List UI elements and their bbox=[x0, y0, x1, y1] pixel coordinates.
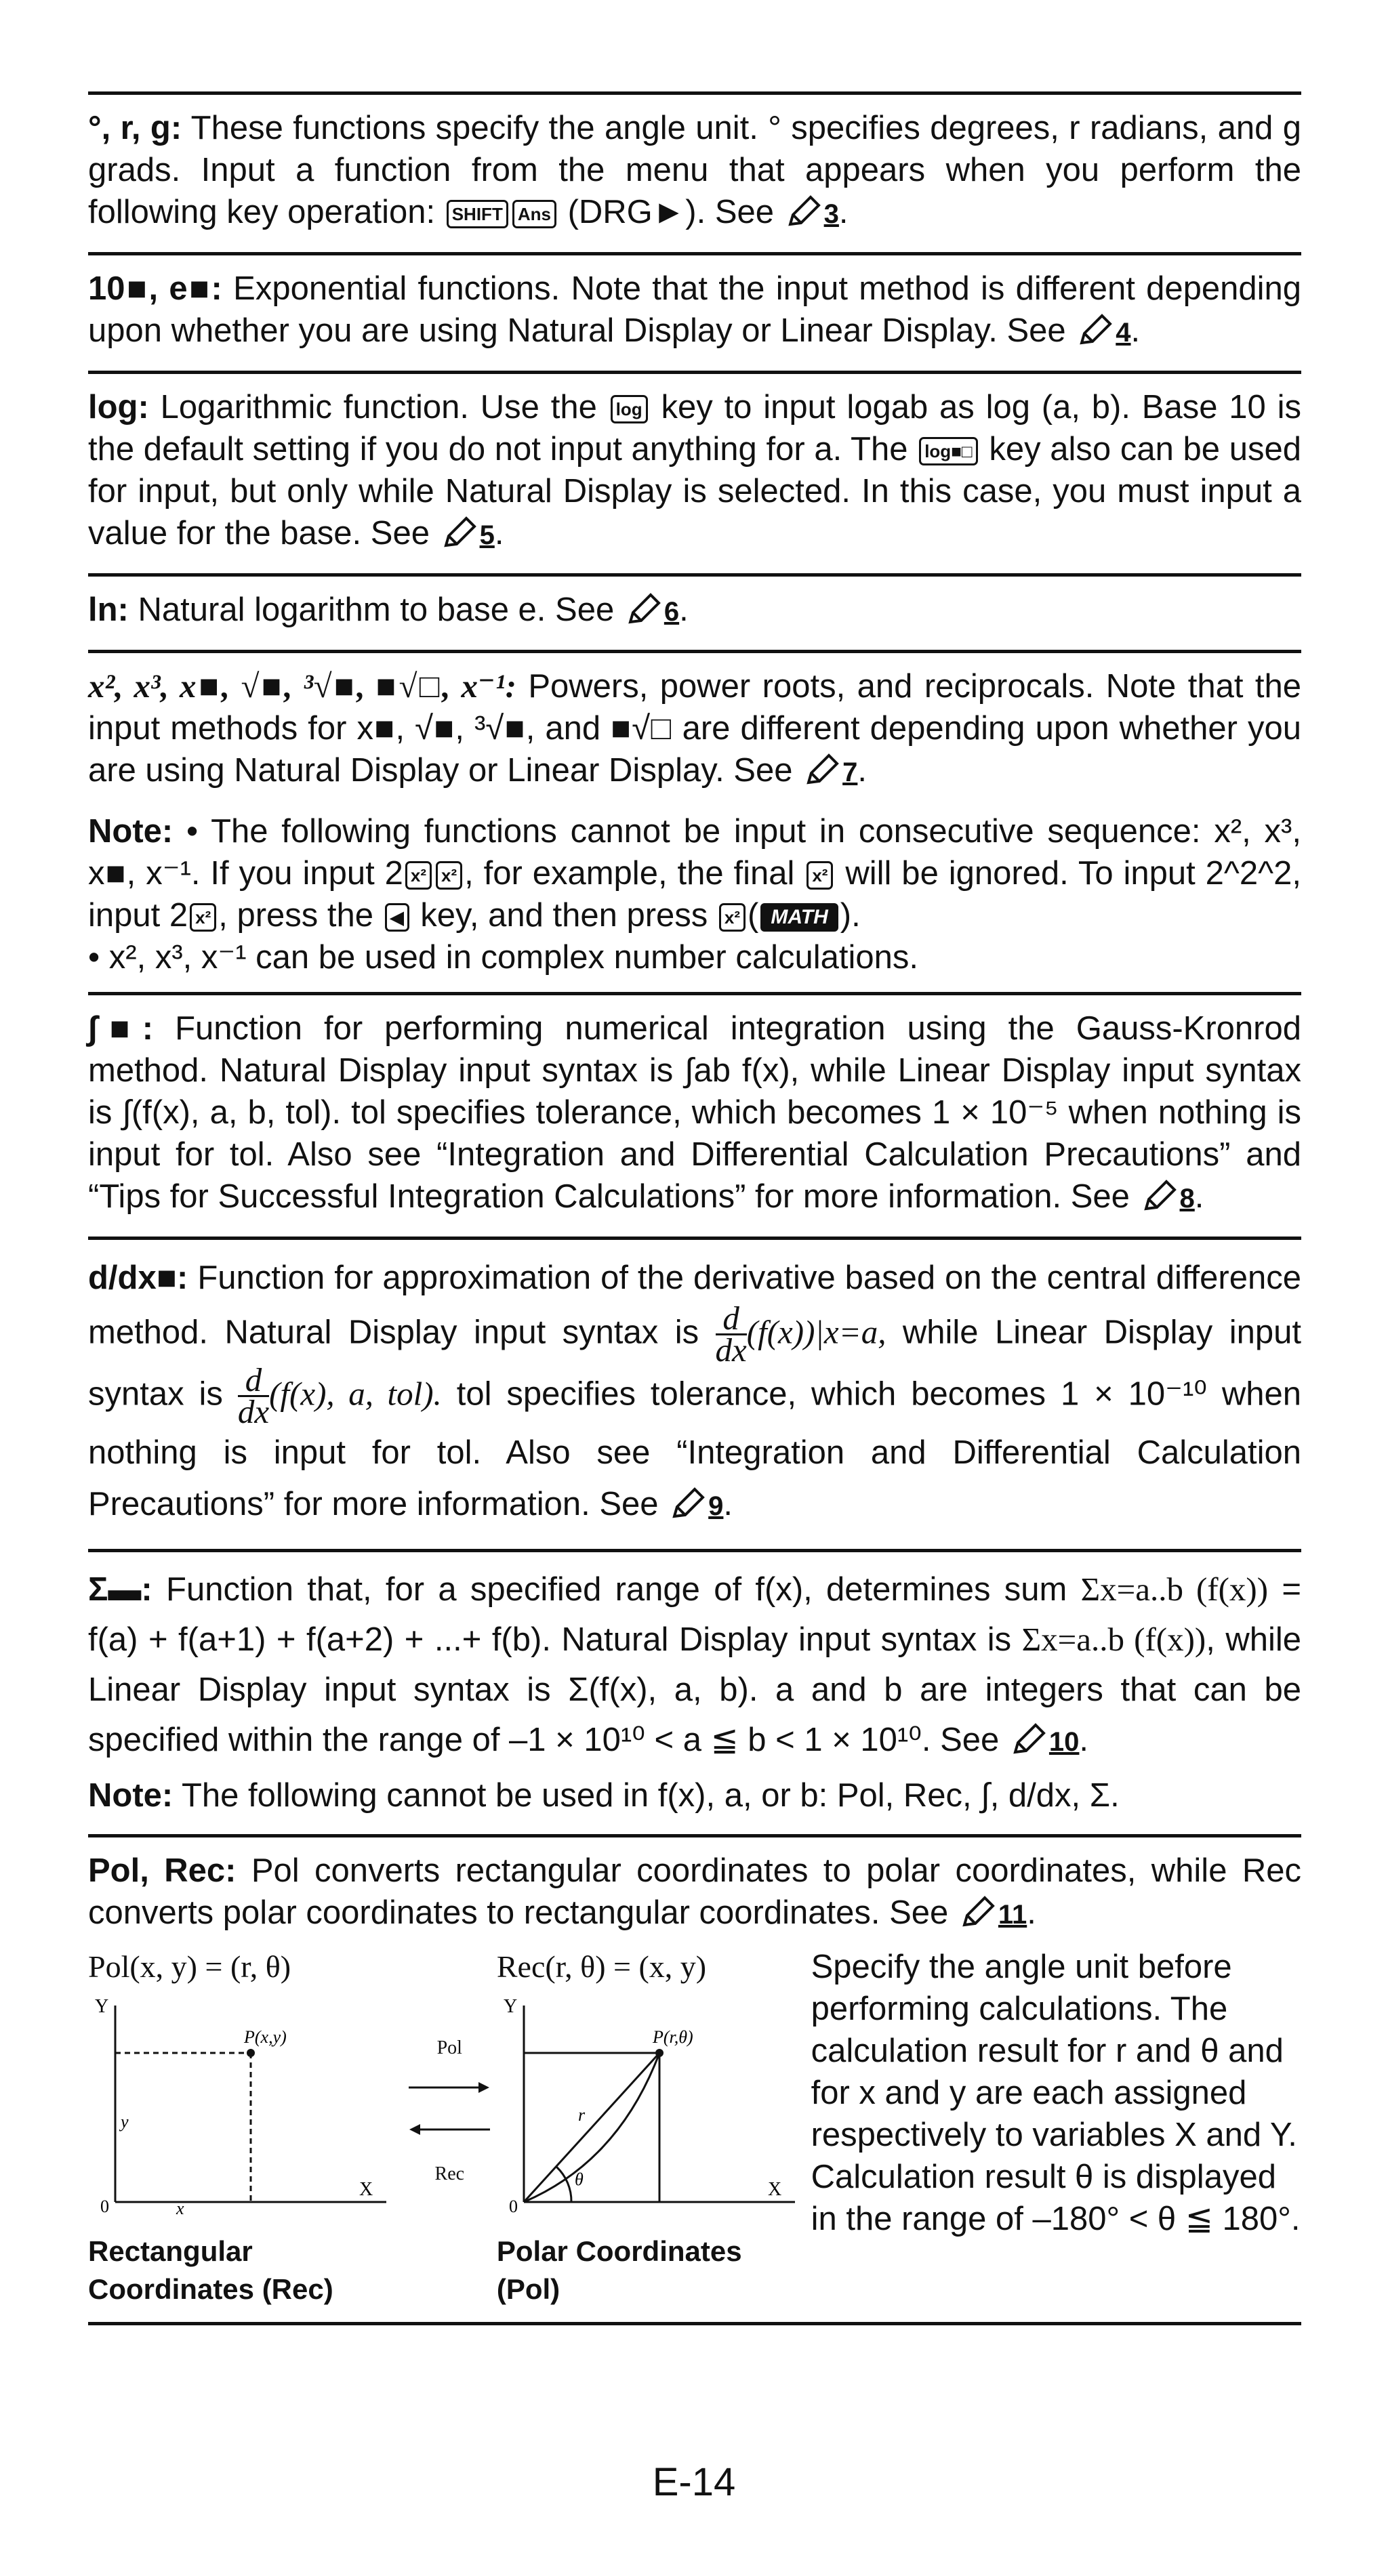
axis-y-label: Y bbox=[503, 1996, 518, 2017]
powers-symbols: x², x³, x■, √■, ³√■, ■√□, x⁻¹: bbox=[88, 667, 516, 705]
note-text-d: , press the bbox=[218, 897, 374, 934]
origin-label: 0 bbox=[508, 2197, 518, 2216]
right-arrow-icon bbox=[405, 2079, 493, 2096]
frac-den: dx bbox=[237, 1393, 270, 1430]
rect-coord-figure bbox=[88, 1946, 403, 2308]
axis-x-label: X bbox=[359, 2179, 373, 2200]
divider bbox=[88, 2322, 1301, 2325]
log-text-c: key also can be used for input, but only while Natural Display is selected. In this case, you must input a value for the base. See bbox=[88, 431, 1301, 552]
arrow-rec-label: Rec bbox=[434, 2163, 465, 2184]
logab-key: log■□ bbox=[919, 437, 977, 465]
polrec-text: Pol converts rectangular coordinates to polar coordinates, while Rec converts polar coordinates to rectangular coordinates. See bbox=[88, 1852, 1301, 1931]
log-text-b: key to input logab as log (a, b). Base 10 is the default setting if you do not input anything for a. The bbox=[88, 389, 1302, 468]
x2-key: x² bbox=[436, 861, 462, 890]
x-label: x bbox=[176, 2199, 184, 2216]
polrec-side-text: Specify the angle unit before performing calculations. The calculation result for r and θ and for x and y are each assigned respectively to variables X and Y. Calculation result θ is displayed in the range of –180° < θ ≦ 180°. bbox=[811, 1949, 1301, 2237]
note-text-b: , for example, the final bbox=[464, 855, 795, 892]
pencil-icon bbox=[626, 592, 664, 636]
fig2-caption: Polar Coordinates (Pol) bbox=[496, 2235, 742, 2305]
note-text-e: key, and then press bbox=[420, 897, 708, 934]
polrec-figures bbox=[88, 1946, 1301, 2308]
pencil-icon bbox=[804, 753, 842, 797]
exp-text: Exponential functions. Note that the input method is different depending upon whether you are using Natural Display or Linear Display. See bbox=[88, 270, 1301, 349]
pencil-icon bbox=[1078, 313, 1116, 357]
left-arrow-key: ◀ bbox=[385, 903, 409, 932]
angle-unit-section: °, r, g: These functions specify the angle unit. ° specifies degrees, r radians, and g grads. Input a function from the menu that appears when you perform the following key operation: SHIFT Ans (DRG►). See 3. bbox=[88, 95, 1301, 252]
derivative-fraction bbox=[715, 1300, 747, 1369]
derivative-expr1: (f(x))|x=a, bbox=[746, 1313, 886, 1351]
x2-key: x² bbox=[807, 861, 833, 890]
axis-x-label: X bbox=[767, 2179, 782, 2200]
angle-text-b: (DRG►). See bbox=[567, 194, 775, 230]
sum-note-text: The following cannot be used in f(x), a, or b: Pol, Rec, ∫, d/dx, Σ. bbox=[181, 1777, 1120, 1814]
powers-section: x², x³, x■, √■, ³√■, ■√□, x⁻¹: Powers, power roots, and reciprocals. Note that the input methods for x■, √■, ³√■, and ■√□ are different depending upon whether you are using Natural Display or Linear Display. See 7. Note: • The following functions cannot be input in consecutive sequence: x², x³, x■, x⁻¹. If you input 2 x² x² , for example, the final x² will be ignored. To input 2^2^2, input 2 x² , press the ◀ key, and then press x² ( MATH ). • x², x³, x⁻¹ can be used in complex number calculations. bbox=[88, 653, 1301, 992]
integration-section: ∫■: Function for performing numerical integration using the Gauss-Kronrod method. Natural Display input syntax is ∫ab f(x), while Linear Display input syntax is ∫(f(x), a, b, tol). tol specifies tolerance, which becomes 1 × 10⁻⁵ when nothing is input for tol. Also see “Integration and Differential Calculation Precautions” and “Tips for Successful Integration Calculations” for more information. See 8. bbox=[88, 995, 1301, 1237]
note-label: Note: bbox=[88, 1777, 174, 1814]
fig1-title: Pol(x, y) = (r, θ) bbox=[88, 1949, 291, 1984]
derivative-text-b: while Linear Display input syntax is bbox=[88, 1314, 1301, 1413]
derivative-expr2: (f(x), a, tol). bbox=[269, 1375, 442, 1413]
x2-key: x² bbox=[405, 861, 432, 890]
sum-text-a: Function that, for a specified range of f(x), determines sum bbox=[166, 1571, 1067, 1608]
note-text-a: • The following functions cannot be input in consecutive sequence: x², x³, x■, x⁻¹. If you input 2 bbox=[88, 813, 1301, 892]
derivative-fraction bbox=[237, 1361, 270, 1430]
frac-num: d bbox=[716, 1304, 747, 1335]
sum-text-c: , while Linear Display input syntax is Σ(f(x), a, b). a and b are integers that can be specified within the range of –1 × 10¹⁰ < a ≦ b < 1 × 10¹⁰. See bbox=[88, 1621, 1301, 1758]
y-label: y bbox=[121, 2112, 129, 2132]
powers-note: Note: • The following functions cannot be input in consecutive sequence: x², x³, x■, x⁻¹. If you input 2 x² x² , for example, the final x² will be ignored. To input 2^2^2, input 2 x² , press the ◀ key, and then press x² ( MATH ). • x², x³, x⁻¹ can be used in complex number calculations. bbox=[88, 813, 1301, 976]
math-key: MATH bbox=[760, 903, 838, 932]
ref-number: 10 bbox=[1048, 1727, 1080, 1757]
pencil-icon bbox=[1142, 1179, 1180, 1223]
sum-symbol: Σ▬: bbox=[88, 1571, 152, 1608]
pencil-icon bbox=[960, 1895, 998, 1939]
ref-number: 5 bbox=[479, 520, 495, 550]
arrow-pol-label: Pol bbox=[436, 2037, 462, 2058]
derivative-section: d/dx■: Function for approximation of the derivative based on the central difference method. Natural Display input syntax is $\frac{d}{dx}$ (f(x))|x=a, while Linear Display input syntax is $\frac{d}{dx}$ (f(x), a, tol). tol specifies tolerance, which becomes 1 × 10⁻¹⁰ when nothing is input for tol. Also see “Integration and Differential Calculation Precautions” for more information. See 9. bbox=[88, 1240, 1301, 1549]
ref-number: 8 bbox=[1179, 1184, 1195, 1213]
exp-symbols: 10■, e■: bbox=[88, 270, 222, 307]
log-symbol: log: bbox=[88, 389, 149, 425]
left-arrow-icon bbox=[405, 2121, 493, 2138]
manual-page bbox=[88, 91, 1301, 2325]
ln-text: Natural logarithm to base e. See bbox=[138, 591, 615, 628]
polrec-section: Pol, Rec: Pol converts rectangular coordinates to polar coordinates, while Rec converts polar coordinates to rectangular coordinates. See 11. Pol(x, y) = (r, θ) Y X 0 P(x,y) x y Rectangular Coordinates (Rec) Pol Rec Rec(r, θ) = (x, y) Y X 0 P(r,θ) r θ Polar Coordinates (Pol) Specify the angle unit before performing calculations. The calculation result for r and θ and for x and y are each assigned respectively to variables X and Y. Calculation result θ is displayed in the range of –180° < θ ≦ 180°. bbox=[88, 1837, 1301, 2322]
x2-key: x² bbox=[719, 903, 746, 932]
log-section: log: Logarithmic function. Use the log key to input logab as log (a, b). Base 10 is the default setting if you do not input anything for a. The log■□ key also can be used for input, but only while Natural Display is selected. In this case, you must input a value for the base. See 5. bbox=[88, 374, 1301, 573]
point-label: P(r,θ) bbox=[652, 2027, 693, 2047]
note-label: Note: bbox=[88, 813, 174, 850]
ref-number: 11 bbox=[998, 1900, 1027, 1930]
pencil-icon bbox=[786, 194, 824, 238]
rect-coord-diagram bbox=[88, 1992, 400, 2216]
log-text-a: Logarithmic function. Use the bbox=[160, 389, 597, 425]
polar-coord-diagram bbox=[497, 1992, 809, 2216]
log-key: log bbox=[611, 395, 648, 423]
derivative-text-c: tol specifies tolerance, which becomes 1 × 10⁻¹⁰ when nothing is input for tol. Also see “Integration and Differential Calculation Precautions” for more information. See bbox=[88, 1375, 1301, 1522]
fig2-title: Rec(r, θ) = (x, y) bbox=[496, 1949, 707, 1984]
axis-y-label: Y bbox=[95, 1996, 109, 2017]
sum-expr: Σx=a..b (f(x)) bbox=[1021, 1621, 1206, 1658]
note-text-f: • x², x³, x⁻¹ can be used in complex number calculations. bbox=[88, 939, 918, 976]
point-label: P(x,y) bbox=[244, 2027, 287, 2047]
pencil-icon bbox=[670, 1484, 708, 1535]
frac-num: d bbox=[238, 1365, 269, 1397]
x2-key: x² bbox=[190, 903, 216, 932]
ans-key: Ans bbox=[512, 200, 556, 228]
pencil-icon bbox=[442, 516, 480, 560]
powers-text: Powers, power roots, and reciprocals. Note that the input methods for x■, √■, ³√■, and ■√□ are different depending upon whether you are using Natural Display or Linear Display. See bbox=[88, 668, 1301, 789]
page-number: E-14 bbox=[652, 2460, 736, 2504]
r-label: r bbox=[577, 2105, 585, 2125]
note-text-c: will be ignored. To input 2^2^2, input 2 bbox=[88, 855, 1301, 934]
derivative-text-a: Function for approximation of the derivative based on the central difference method. Natural Display input syntax is bbox=[88, 1260, 1301, 1351]
exponential-section: 10■, e■: Exponential functions. Note that the input method is different depending upon whether you are using Natural Display or Linear Display. See 4. bbox=[88, 255, 1301, 371]
ln-symbol: ln: bbox=[88, 591, 129, 628]
derivative-symbol: d/dx■: bbox=[88, 1260, 188, 1296]
conversion-arrows bbox=[403, 1946, 497, 2195]
fig1-caption: Rectangular Coordinates (Rec) bbox=[88, 2235, 333, 2305]
origin-label: 0 bbox=[100, 2197, 109, 2216]
ref-number: 4 bbox=[1116, 318, 1131, 348]
sum-expr: Σx=a..b (f(x)) bbox=[1080, 1571, 1269, 1608]
frac-den: dx bbox=[715, 1331, 747, 1369]
polrec-symbol: Pol, Rec: bbox=[88, 1852, 237, 1889]
ref-number: 7 bbox=[842, 757, 858, 787]
integration-text: Function for performing numerical integration using the Gauss-Kronrod method. Natural Display input syntax is ∫ab f(x), while Linear Display input syntax is ∫(f(x), a, b, tol). tol specifies tolerance, which becomes 1 × 10⁻⁵ when nothing is input for tol. Also see “Integration and Differential Calculation Precautions” and “Tips for Successful Integration Calculations” for more information. See bbox=[88, 1010, 1301, 1215]
shift-key: SHIFT bbox=[447, 200, 508, 228]
integral-symbol: ∫■: bbox=[88, 1010, 154, 1047]
pencil-icon bbox=[1011, 1720, 1049, 1770]
ref-number: 9 bbox=[708, 1491, 724, 1521]
theta-label: θ bbox=[574, 2169, 584, 2189]
ln-section: ln: Natural logarithm to base e. See 6. bbox=[88, 577, 1301, 650]
sum-text-b: = f(a) + f(a+1) + f(a+2) + ...+ f(b). Natural Display input syntax is bbox=[88, 1571, 1301, 1658]
polar-coord-figure bbox=[497, 1946, 811, 2308]
ref-number: 6 bbox=[664, 597, 680, 627]
ref-number: 3 bbox=[823, 199, 839, 229]
angle-text: These functions specify the angle unit. ° specifies degrees, r radians, and g grads. Input a function from the menu that appears when you perform the following key operation: bbox=[88, 110, 1302, 230]
angle-symbols: °, r, g: bbox=[88, 110, 182, 146]
summation-section: Σ▬: Function that, for a specified range of f(x), determines sum Σx=a..b (f(x)) = f(a) + f(a+1) + f(a+2) + ...+ f(b). Natural Display input syntax is Σx=a..b (f(x)), while Linear Display input syntax is Σ(f(x), a, b). a and b are integers that can be specified within the range of –1 × 10¹⁰ < a ≦ b < 1 × 10¹⁰. See 10. Note: The following cannot be used in f(x), a, or b: Pol, Rec, ∫, d/dx, Σ. bbox=[88, 1571, 1301, 1814]
